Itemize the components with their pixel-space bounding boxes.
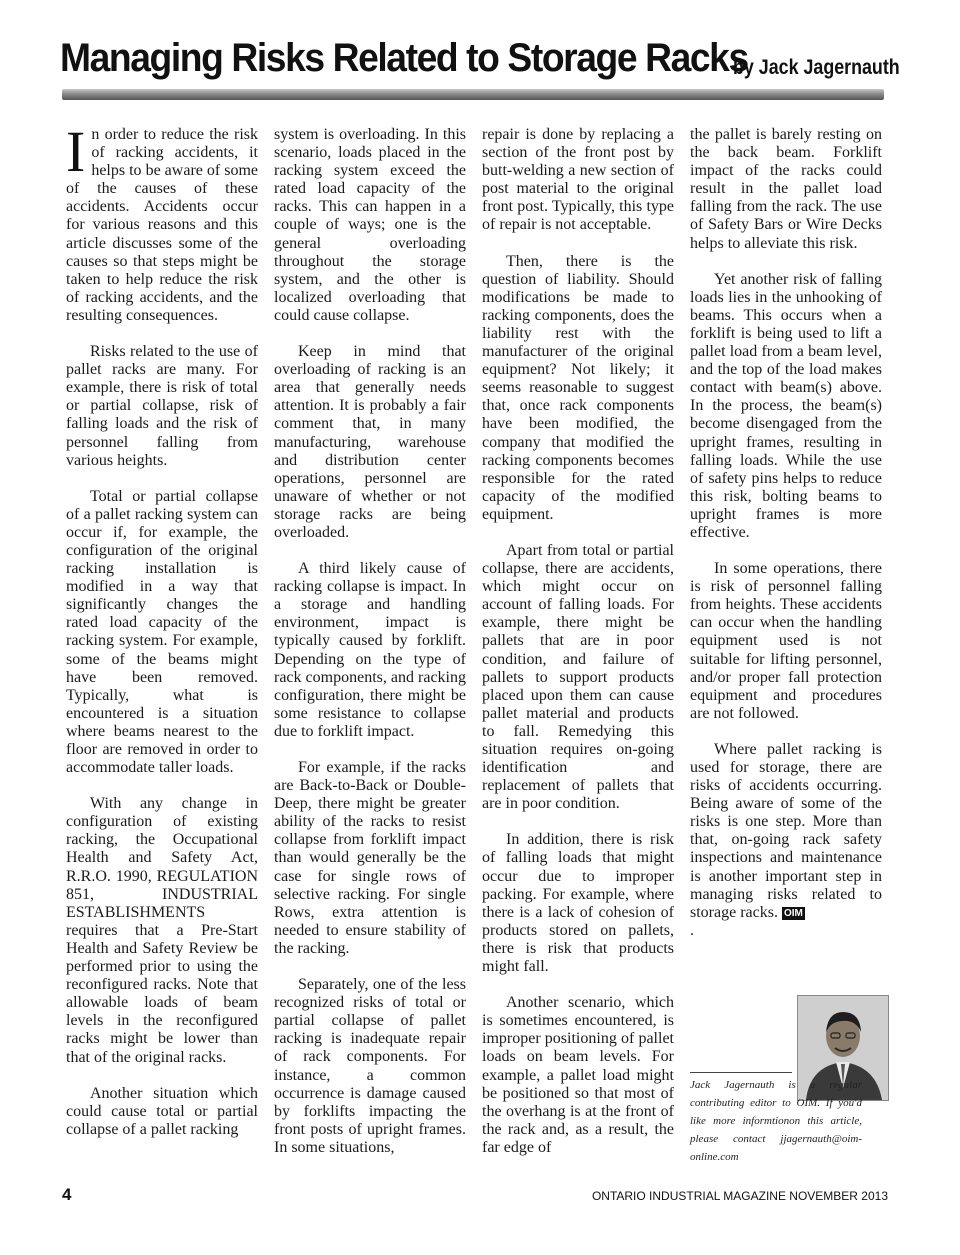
paragraph: Where pallet racking is used for storage, there are risks of accidents occurring. Being aware of some of the risks is one step. More than that, on-going rack safety inspections and maintenance is another important step in managing risks related to storage racks. OIM: [690, 740, 882, 921]
paragraph: Another situation which could cause total or partial collapse of a pallet racking: [66, 1084, 258, 1138]
paragraph: Separately, one of the less recognized risks of total or partial collapse of pallet racking is inadequate repair of rack components. For instance, a common occurrence is damage caused by forklifts impacting the front posts of upright frames. In some situations,: [274, 976, 466, 1156]
paragraph: system is overloading. In this scenario, loads placed in the racking system exceed the rated load capacity of the racks. This can happen in a couple of ways; one is the general overloading throughout the storage system, and the other is localized overloading that could cause collapse.: [274, 126, 466, 324]
byline: by Jack Jagernauth: [733, 56, 900, 79]
publication-footer: ONTARIO INDUSTRIAL MAGAZINE NOVEMBER 2013: [591, 1189, 888, 1203]
paragraph: Then, there is the question of liability. Should modifications be made to racking components, does the liability rest with the manufacturer of the original equipment? Not likely; it seems reasonable to suggest that, once rack components have been modified, the company that modified the racking components becomes responsible for the rated capacity of the modified equipment.: [482, 252, 674, 523]
paragraph: Total or partial collapse of a pallet racking system can occur if, for example, the configuration of the original racking installation is modified in a way that significantly changes the rated load capacity of the racking system. For example, some of the beams might have been removed. Typically, what is encountered is a situation where beams nearest to the floor are removed in order to accommodate taller loads.: [66, 487, 258, 777]
paragraph: In some operations, there is risk of personnel falling from heights. These accidents can occur when the handling equipment used is not suitable for lifting personnel, and/or proper fall protection equipment and procedures are not followed.: [690, 560, 882, 722]
paragraph: With any change in configuration of existing racking, the Occupational Health and Safety Act, R.R.O. 1990, REGULATION 851, INDUSTRIAL ESTABLISHMENTS requires that a Pre-Start Health and Safety Review be performed prior to using the reconfigured racks. Note that allowable loads of beam levels in the reconfigured racks might be lower than that of the original racks.: [66, 795, 258, 1066]
author-caption: Jack Jagernauth is a regular contributing editor to OIM. If you'd like more informtionon this article, please contact jjagernauth@oim-online.com: [690, 1079, 862, 1163]
paragraph: repair is done by replacing a section of the front post by butt-welding a new section of post material to the original front post. Typically, this type of repair is not acceptable.: [482, 126, 674, 234]
paragraph: the pallet is barely resting on the back beam. Forklift impact of the racks could result in the pallet load falling from the rack. The use of Safety Bars or Wire Decks helps to alleviate this risk.: [690, 126, 882, 252]
oim-end-badge: OIM: [783, 907, 803, 919]
paragraph: Risks related to the use of pallet racks are many. For example, there is risk of total or partial collapse, risk of falling loads and the risk of personnel falling from various heights.: [66, 343, 258, 469]
paragraph: Apart from total or partial collapse, there are accidents, which might occur on account of falling loads. For example, there might be pallets that are in poor condition, and failure of pallets to support products placed upon them can cause pallet material and products to fall. Remedying this situation requires on-going identification and replacement of pallets that are in poor condition.: [482, 541, 674, 813]
paragraph: In order to reduce the risk of racking accidents, it helps to be aware of some of the causes of these accidents. Accidents occur for various reasons and this article discusses some of the causes so that steps might be taken to help reduce the risk of racking accidents, and the resulting consequences.: [66, 119, 258, 324]
title-rule: [62, 89, 884, 100]
column-2: [274, 126, 466, 1175]
paragraph: Yet another risk of falling loads lies in the unhooking of beams. This occurs when a forklift is being used to lift a pallet load from a beam level, and the top of the load makes contact with beam(s) above. In the process, the beam(s) become disengaged from the upright frames, resulting in falling loads. While the use of safety pins helps to reduce this risk, bolting beams to upright frames is more effective.: [690, 270, 882, 541]
paragraph: A third likely cause of racking collapse is impact. In a storage and handling environment, impact is typically caused by forklift. Depending on the type of rack components, and racking configuration, there might be some resistance to collapse due to forklift impact.: [274, 560, 466, 740]
page-number: 4: [62, 1185, 72, 1204]
drop-cap: I: [66, 119, 86, 184]
column-4: [690, 126, 882, 940]
paragraph: Another scenario, which is sometimes encountered, is improper positioning of pallet loads on beam levels. For example, a pallet load might be positioned so that most of the overhang is at the front of the rack and, as a result, the far edge of: [482, 994, 674, 1156]
caption-divider: [690, 1072, 792, 1073]
paragraph: Keep in mind that overloading of racking is an area that generally needs attention. It is probably a fair comment that, in many manufacturing, warehouse and distribution center operations, personnel are unaware of whether or not storage racks are being overloaded.: [274, 343, 466, 541]
paragraph: For example, if the racks are Back-to-Back or Double-Deep, there might be greater ability of the racks to resist collapse from forklift impact than would generally be the case for single rows of selective racking. For single Rows, extra attention is needed to ensure stability of the racking.: [274, 759, 466, 957]
stray-period: .: [690, 921, 694, 939]
article-title: Managing Risks Related to Storage Racks: [60, 36, 748, 80]
column-1: [66, 119, 258, 1157]
paragraph: In addition, there is risk of falling loads that might occur due to improper packing. For example, where there is a lack of cohesion of products stored on pallets, there is risk that products might fall.: [482, 831, 674, 976]
column-3: [482, 126, 674, 1175]
